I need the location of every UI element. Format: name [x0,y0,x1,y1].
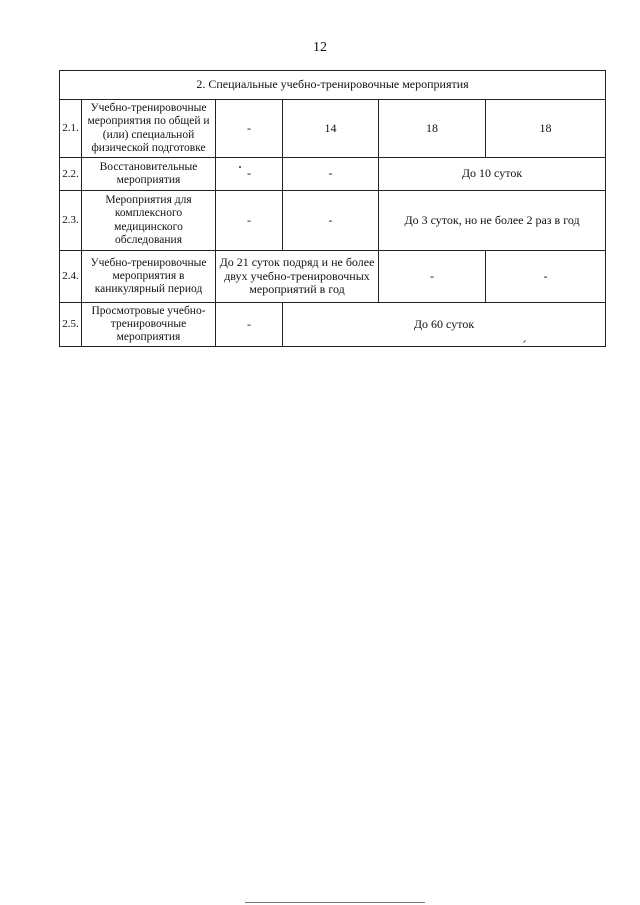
value-cell: 14 [283,100,379,158]
event-name: Мероприятия для комплексного медицинского обследования [82,191,216,251]
value-cell: 18 [486,100,606,158]
value-cell: - [216,303,283,347]
value-cell: 18 [379,100,486,158]
row-number: 2.5. [60,303,82,347]
merged-duration-cell: До 3 суток, но не более 2 раз в год [379,191,606,251]
value-cell: - [486,251,606,303]
page-number: 12 [313,40,327,55]
table-row [60,251,606,303]
section-header-row [60,71,606,100]
value-cell: - [283,158,379,191]
value-cell: - [283,191,379,251]
event-name: Учебно-тренировочные мероприятия по общей и (или) специальной физической подготовке [82,100,216,158]
merged-duration-cell: До 21 суток подряд и не более двух учебно-тренировочных мероприятий в год [216,251,379,303]
merged-duration-cell: До 10 суток [379,158,606,191]
event-name: Восстановительные мероприятия [82,158,216,191]
scan-speck [239,166,241,168]
value-cell: - [216,100,283,158]
row-number: 2.4. [60,251,82,303]
row-number: 2.2. [60,158,82,191]
value-cell: - [216,191,283,251]
table-row [60,100,606,158]
event-name: Учебно-тренировочные мероприятия в каникулярный период [82,251,216,303]
section-title: 2. Специальные учебно-тренировочные мероприятия [60,71,606,100]
row-number: 2.1. [60,100,82,158]
table-row [60,191,606,251]
table-row [60,158,606,191]
row-number: 2.3. [60,191,82,251]
event-name: Просмотровые учебно-тренировочные мероприятия [82,303,216,347]
merged-duration-cell: До 60 суток [283,303,606,347]
training-events-table [59,70,606,347]
scan-edge-line [245,902,425,903]
value-cell: - [379,251,486,303]
value-cell: - [216,158,283,191]
